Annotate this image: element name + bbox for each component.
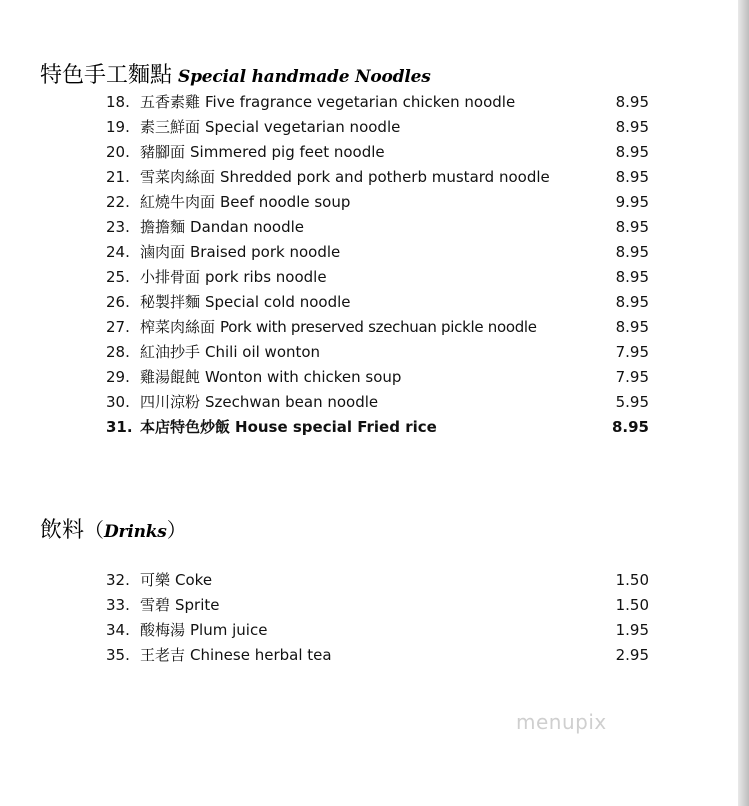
item-number: 28.	[106, 343, 130, 361]
item-number: 27.	[106, 318, 130, 336]
item-name-chinese: 雪碧	[140, 596, 171, 614]
item-name-english: Plum juice	[190, 621, 268, 639]
item-price: 8.95	[611, 418, 649, 436]
item-name-chinese: 本店特色炒飯	[140, 418, 231, 436]
item-name-chinese: 可樂	[140, 571, 171, 589]
item-price: 2.95	[615, 646, 649, 664]
item-name-english: Dandan noodle	[190, 218, 305, 236]
menu-item	[106, 240, 649, 265]
menu-item	[106, 140, 649, 165]
item-name-chinese: 雞湯餛飩	[140, 368, 201, 386]
menu-item	[106, 265, 649, 290]
menu-item	[106, 215, 649, 240]
item-name-english: Pork with preserved szechuan pickle noodle	[220, 318, 537, 336]
item-price: 1.50	[615, 596, 649, 614]
menu-item	[106, 340, 649, 365]
menu-item	[106, 115, 649, 140]
item-number: 25.	[106, 268, 130, 286]
item-name-english: Sprite	[175, 596, 220, 614]
menu-item	[106, 90, 649, 115]
menu-item	[106, 190, 649, 215]
item-name-chinese: 滷肉面	[140, 243, 186, 261]
item-name-english: Simmered pig feet noodle	[190, 143, 385, 161]
menu-item	[106, 643, 649, 668]
drinks-heading-paren-close: ）	[166, 518, 187, 542]
item-number: 20.	[106, 143, 130, 161]
menu-item	[106, 593, 649, 618]
item-name-english: Five fragrance vegetarian chicken noodle	[205, 93, 516, 111]
item-price: 1.95	[615, 621, 649, 639]
item-name-chinese: 王老吉	[140, 646, 186, 664]
item-price: 9.95	[615, 193, 649, 211]
drinks-heading-chinese: 飲料	[40, 518, 85, 543]
page-edge-shadow	[738, 0, 749, 806]
item-price: 7.95	[615, 368, 649, 386]
item-number: 29.	[106, 368, 130, 386]
noodles-menu-list	[106, 90, 649, 440]
item-number: 23.	[106, 218, 130, 236]
item-number: 34.	[106, 621, 130, 639]
noodles-heading-english: Special handmade Noodles	[178, 67, 431, 87]
item-name-english: Special cold noodle	[205, 293, 351, 311]
item-number: 24.	[106, 243, 130, 261]
item-price: 8.95	[615, 318, 649, 336]
item-price: 8.95	[615, 168, 649, 186]
drinks-section-heading	[40, 513, 187, 544]
item-name-chinese: 小排骨面	[140, 268, 201, 286]
noodles-heading-chinese: 特色手工麵點	[40, 63, 173, 88]
item-name-english: House special Fried rice	[235, 418, 437, 436]
menu-item	[106, 390, 649, 415]
item-name-english: Braised pork noodle	[190, 243, 341, 261]
noodles-section-heading	[40, 58, 431, 89]
item-name-english: Chili oil wonton	[205, 343, 321, 361]
item-name-chinese: 豬腳面	[140, 143, 186, 161]
item-price: 8.95	[615, 93, 649, 111]
item-number: 35.	[106, 646, 130, 664]
item-number: 19.	[106, 118, 130, 136]
item-price: 8.95	[615, 218, 649, 236]
item-number: 30.	[106, 393, 130, 411]
menu-item	[106, 365, 649, 390]
item-price: 5.95	[615, 393, 649, 411]
item-number: 32.	[106, 571, 130, 589]
item-price: 1.50	[615, 571, 649, 589]
item-number: 21.	[106, 168, 130, 186]
item-price: 7.95	[615, 343, 649, 361]
menu-item-featured	[106, 415, 649, 440]
item-name-chinese: 素三鮮面	[140, 118, 201, 136]
item-name-chinese: 雪菜肉絲面	[140, 168, 216, 186]
item-name-english: Special vegetarian noodle	[205, 118, 401, 136]
item-price: 8.95	[615, 143, 649, 161]
menu-item	[106, 568, 649, 593]
item-name-english: Beef noodle soup	[220, 193, 351, 211]
item-name-chinese: 榨菜肉絲面	[140, 318, 216, 336]
item-number: 31.	[106, 418, 133, 436]
menupix-watermark: menupix	[516, 710, 607, 734]
item-number: 18.	[106, 93, 130, 111]
menu-item	[106, 618, 649, 643]
item-name-chinese: 四川涼粉	[140, 393, 201, 411]
item-name-chinese: 紅燒牛肉面	[140, 193, 216, 211]
item-name-english: Szechwan bean noodle	[205, 393, 379, 411]
item-name-english: Chinese herbal tea	[190, 646, 332, 664]
drinks-heading-english: Drinks	[104, 522, 167, 542]
item-name-chinese: 秘製拌麵	[140, 293, 201, 311]
menu-item	[106, 290, 649, 315]
menu-item	[106, 165, 649, 190]
drinks-menu-list	[106, 568, 649, 668]
drinks-heading-paren-open: （	[84, 518, 105, 542]
item-number: 22.	[106, 193, 130, 211]
menu-item	[106, 315, 649, 340]
item-name-chinese: 紅油抄手	[140, 343, 201, 361]
item-name-chinese: 擔擔麵	[140, 218, 186, 236]
item-price: 8.95	[615, 118, 649, 136]
item-name-chinese: 酸梅湯	[140, 621, 186, 639]
item-price: 8.95	[615, 268, 649, 286]
item-name-english: Wonton with chicken soup	[205, 368, 402, 386]
item-name-english: pork ribs noodle	[205, 268, 327, 286]
item-name-chinese: 五香素雞	[140, 93, 201, 111]
item-name-english: Shredded pork and potherb mustard noodle	[220, 168, 550, 186]
item-number: 33.	[106, 596, 130, 614]
item-price: 8.95	[615, 243, 649, 261]
item-number: 26.	[106, 293, 130, 311]
item-price: 8.95	[615, 293, 649, 311]
item-name-english: Coke	[175, 571, 213, 589]
